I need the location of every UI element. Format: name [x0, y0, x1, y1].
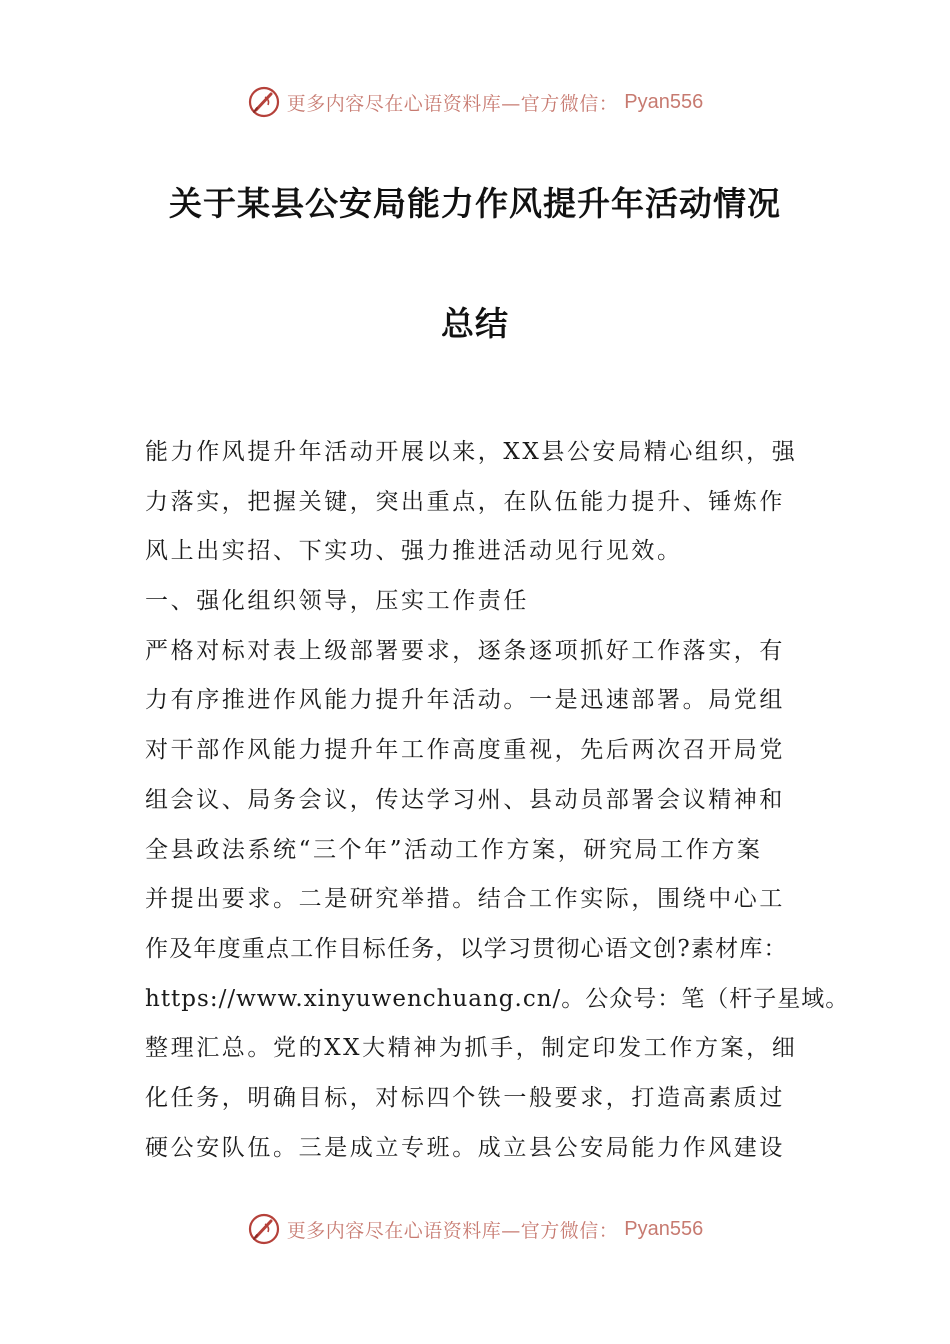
body-line: 组会议、局务会议，传达学习州、县动员部署会议精神和 [145, 786, 785, 813]
body-line: 作及年度重点工作目标任务，以学习贯彻心语文创?素材库： [145, 935, 788, 962]
watermark-text: 更多内容尽在心语资料库—官方微信： [286, 92, 619, 115]
section-heading: 一、强化组织领导，压实工作责任 [145, 588, 529, 615]
body-line: 化任务，明确目标，对标四个铁一般要求，打造高素质过 [145, 1084, 785, 1111]
watermark-banner-bottom [0, 1209, 950, 1249]
body-line: 整理汇总。党的XX大精神为抓手，制定印发工作方案，细 [145, 1035, 798, 1062]
document-title-line-2: 总结 [441, 304, 509, 343]
watermark-wechat-id: Pyan556 [624, 90, 704, 113]
body-line: 硬公安队伍。三是成立专班。成立县公安局能力作风建设 [145, 1134, 785, 1161]
body-line: 力有序推进作风能力提升年活动。一是迅速部署。局党组 [145, 687, 785, 714]
body-line: 风上出实招、下实功、强力推进活动见行见效。 [145, 538, 683, 565]
body-line: 全县政法系统“三个年”活动工作方案，研究局工作方案 [145, 836, 763, 863]
document-body [145, 428, 850, 1173]
body-line-url: https://www.xinyuwenchuang.cn/。公众号：笔（杆子星域。 [145, 985, 850, 1012]
watermark-wechat-id: Pyan556 [624, 1217, 704, 1240]
body-line: 能力作风提升年活动开展以来，XX县公安局精心组织，强 [145, 439, 798, 465]
watermark-text: 更多内容尽在心语资料库—官方微信： [286, 1219, 619, 1242]
body-line: 严格对标对表上级部署要求，逐条逐项抓好工作落实，有 [145, 637, 785, 664]
watermark-banner-top [0, 82, 950, 122]
pen-logo-icon [247, 1212, 281, 1246]
body-line: 力落实，把握关键，突出重点，在队伍能力提升、锤炼作 [145, 488, 785, 515]
pen-logo-icon [247, 85, 281, 119]
body-line: 对干部作风能力提升年工作高度重视，先后两次召开局党 [145, 737, 785, 764]
body-line: 并提出要求。二是研究举措。结合工作实际，围绕中心工 [145, 886, 785, 913]
document-title-line-1: 关于某县公安局能力作风提升年活动情况 [169, 184, 781, 223]
